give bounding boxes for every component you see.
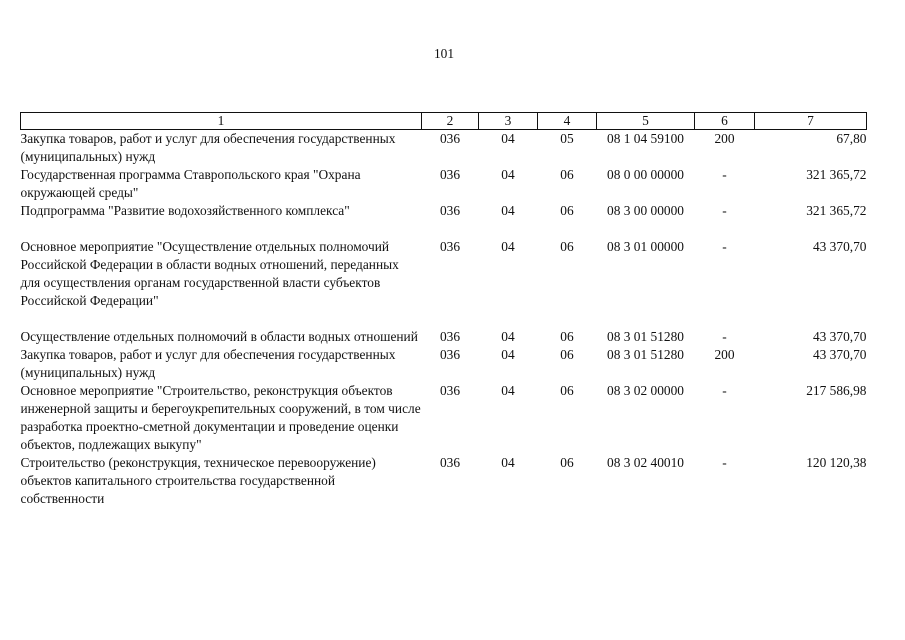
- row-subsection-code: 06: [560, 167, 574, 182]
- row-expense-type: 200: [714, 131, 735, 146]
- row-target-article: 08 3 01 51280: [607, 347, 684, 362]
- table-row: [21, 166, 867, 202]
- row-ministry-code: 036: [439, 131, 461, 146]
- row-section-code: 04: [501, 167, 515, 182]
- row-target-article: 08 3 02 40010: [607, 455, 684, 470]
- row-ministry-code: 036: [439, 203, 461, 218]
- row-ministry-code: 036: [439, 239, 461, 254]
- row-target-article: 08 0 00 00000: [607, 167, 684, 182]
- row-subsection-code: 06: [560, 455, 574, 470]
- row-target-article: 08 3 01 00000: [607, 239, 684, 254]
- row-section-code: 04: [501, 131, 515, 146]
- table-row: [21, 346, 867, 382]
- row-ministry-code: 036: [439, 167, 461, 182]
- row-target-article: 08 3 02 00000: [607, 383, 684, 398]
- row-subsection-code: 05: [560, 131, 574, 146]
- row-subsection-code: 06: [560, 203, 574, 218]
- row-name: Подпрограмма "Развитие водохозяйственного комплекса": [20, 203, 350, 218]
- row-target-article: 08 3 01 51280: [607, 329, 684, 344]
- row-ministry-code: 036: [439, 455, 461, 470]
- table-row: [21, 382, 867, 454]
- row-ministry-code: 036: [439, 383, 461, 398]
- row-name: Закупка товаров, работ и услуг для обеспечения государственных (муниципальных) нужд: [20, 347, 396, 380]
- row-subsection-code: 06: [560, 329, 574, 344]
- row-section-code: 04: [501, 383, 515, 398]
- table-row: [21, 238, 867, 328]
- table-row: [21, 328, 867, 346]
- column-header-4: 4: [538, 113, 597, 130]
- row-section-code: 04: [501, 203, 515, 218]
- row-ministry-code: 036: [439, 329, 461, 344]
- column-header-7: 7: [755, 113, 867, 130]
- row-target-article: 08 3 00 00000: [607, 203, 684, 218]
- row-amount: 67,80: [836, 131, 867, 146]
- row-expense-type: -: [722, 455, 727, 470]
- row-subsection-code: 06: [560, 347, 574, 362]
- row-name: Строительство (реконструкция, техническое перевооружение) объектов капитального строительства государственной собственности: [20, 455, 376, 506]
- table-row: [21, 130, 867, 167]
- column-header-1: 1: [21, 113, 422, 130]
- row-name: Государственная программа Ставропольского края "Охрана окружающей среды": [20, 167, 361, 200]
- table-row: [21, 454, 867, 508]
- column-header-5: 5: [597, 113, 695, 130]
- row-amount: 321 365,72: [806, 203, 867, 218]
- row-expense-type: -: [722, 203, 727, 218]
- table-row: [21, 202, 867, 238]
- row-amount: 217 586,98: [806, 383, 867, 398]
- column-header-3: 3: [479, 113, 538, 130]
- row-name: Осуществление отдельных полномочий в области водных отношений: [20, 329, 418, 344]
- column-number-row: [21, 113, 867, 130]
- row-expense-type: -: [722, 239, 727, 254]
- row-section-code: 04: [501, 329, 515, 344]
- budget-table: [20, 112, 867, 508]
- row-amount: 120 120,38: [806, 455, 867, 470]
- column-header-6: 6: [695, 113, 755, 130]
- row-section-code: 04: [501, 239, 515, 254]
- row-name: Закупка товаров, работ и услуг для обеспечения государственных (муниципальных) нужд: [20, 131, 396, 164]
- row-subsection-code: 06: [560, 383, 574, 398]
- row-amount: 321 365,72: [806, 167, 867, 182]
- column-header-2: 2: [422, 113, 479, 130]
- row-section-code: 04: [501, 347, 515, 362]
- page-number: 101: [433, 46, 455, 61]
- row-name: Основное мероприятие "Осуществление отдельных полномочий Российской Федерации в области водных отношений, переданных для осуществления органам государственной власти субъектов Российской Федерации": [20, 239, 399, 308]
- row-ministry-code: 036: [439, 347, 461, 362]
- row-target-article: 08 1 04 59100: [607, 131, 684, 146]
- row-amount: 43 370,70: [812, 329, 867, 344]
- row-amount: 43 370,70: [812, 239, 867, 254]
- row-section-code: 04: [501, 455, 515, 470]
- row-subsection-code: 06: [560, 239, 574, 254]
- row-expense-type: -: [722, 329, 727, 344]
- row-expense-type: -: [722, 383, 727, 398]
- row-amount: 43 370,70: [812, 347, 867, 362]
- row-expense-type: 200: [714, 347, 735, 362]
- row-expense-type: -: [722, 167, 727, 182]
- row-name: Основное мероприятие "Строительство, реконструкция объектов инженерной защиты и берегоукрепительных сооружений, в том числе разработка проектно-сметной документации и проведение оценки объектов, подлежащих выкупу": [20, 383, 421, 452]
